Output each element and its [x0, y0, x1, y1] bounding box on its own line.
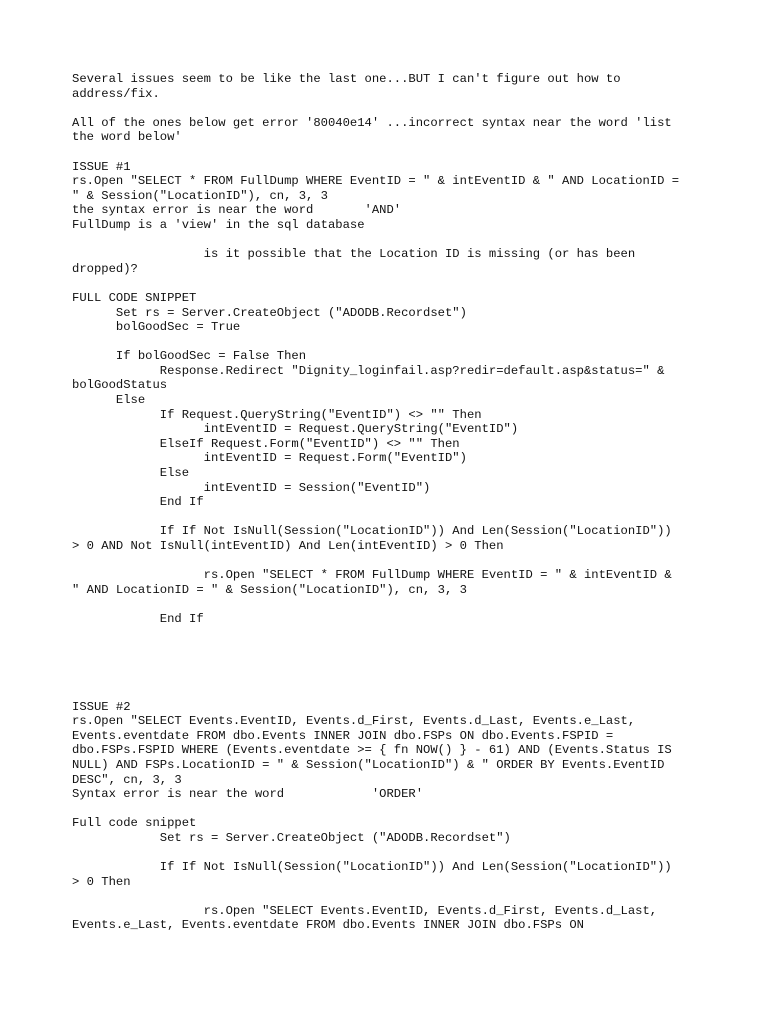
text-line: Syntax error is near the word 'ORDER' — [72, 787, 424, 802]
text-line: " AND LocationID = " & Session("LocationID"), cn, 3, 3 — [72, 582, 467, 597]
text-line: " & Session("LocationID"), cn, 3, 3 — [72, 188, 328, 203]
text-line — [72, 627, 702, 642]
text-line: NULL) AND FSPs.LocationID = " & Session("LocationID") & " ORDER BY Events.EventID — [72, 757, 665, 772]
text-line: the syntax error is near the word 'AND' — [72, 203, 402, 218]
text-line: ISSUE #1 — [72, 159, 131, 174]
text-line: is it possible that the Location ID is missing (or has been — [72, 247, 636, 262]
text-line: dropped)? — [72, 261, 138, 276]
text-line — [72, 685, 702, 700]
text-line: Else — [72, 466, 190, 481]
text-line: End If — [72, 611, 204, 626]
text-line: intEventID = Session("EventID") — [72, 480, 431, 495]
text-line — [72, 597, 702, 612]
text-line: intEventID = Request.Form("EventID") — [72, 451, 467, 466]
text-line — [72, 656, 702, 671]
text-line — [72, 145, 702, 160]
text-line — [72, 101, 702, 116]
text-line: Else — [72, 393, 146, 408]
text-line: the word below' — [72, 130, 182, 145]
text-line — [72, 641, 702, 656]
text-line: bolGoodStatus — [72, 378, 168, 393]
text-line: rs.Open "SELECT * FROM FullDump WHERE EventID = " & intEventID & — [72, 568, 672, 583]
text-line: DESC", cn, 3, 3 — [72, 772, 182, 787]
text-line: End If — [72, 495, 204, 510]
text-line — [72, 233, 702, 248]
text-line: rs.Open "SELECT * FROM FullDump WHERE EventID = " & intEventID & " AND LocationID = — [72, 174, 680, 189]
text-line — [72, 510, 702, 525]
text-line: Set rs = Server.CreateObject ("ADODB.Recordset") — [72, 305, 467, 320]
text-line: Events.e_Last, Events.eventdate FROM dbo.Events INNER JOIN dbo.FSPs ON — [72, 918, 584, 933]
text-line: ISSUE #2 — [72, 699, 131, 714]
text-line: Response.Redirect "Dignity_loginfail.asp?redir=default.asp&status=" & — [72, 363, 665, 378]
text-line: bolGoodSec = True — [72, 320, 241, 335]
text-line — [72, 889, 702, 904]
text-line — [72, 335, 702, 350]
text-line: Full code snippet — [72, 816, 197, 831]
document-body — [72, 72, 702, 933]
text-line: > 0 AND Not IsNull(intEventID) And Len(intEventID) > 0 Then — [72, 539, 504, 553]
text-line: If Request.QueryString("EventID") <> "" Then — [72, 407, 482, 422]
text-line: If If Not IsNull(Session("LocationID")) And Len(Session("LocationID")) — [72, 860, 672, 875]
text-line: If bolGoodSec = False Then — [72, 349, 307, 364]
text-line: Set rs = Server.CreateObject ("ADODB.Recordset") — [72, 830, 511, 845]
text-line: > 0 Then — [72, 874, 131, 889]
text-line: dbo.FSPs.FSPID WHERE (Events.eventdate >= { fn NOW() } - 61) AND (Events.Status IS — [72, 743, 672, 758]
text-line: FullDump is a 'view' in the sql database — [72, 217, 365, 232]
text-line — [72, 554, 702, 569]
text-line: If If Not IsNull(Session("LocationID")) And Len(Session("LocationID")) — [72, 524, 672, 539]
text-line: rs.Open "SELECT Events.EventID, Events.d_First, Events.d_Last, — [72, 903, 658, 918]
text-line: intEventID = Request.QueryString("EventID") — [72, 422, 519, 437]
text-line — [72, 845, 702, 860]
text-line — [72, 802, 702, 817]
text-line — [72, 276, 702, 291]
text-line — [72, 670, 702, 685]
text-line: ElseIf Request.Form("EventID") <> "" Then — [72, 436, 460, 451]
text-line: All of the ones below get error '80040e14' ...incorrect syntax near the word 'list — [72, 115, 672, 130]
text-line: FULL CODE SNIPPET — [72, 290, 197, 305]
text-line: rs.Open "SELECT Events.EventID, Events.d_First, Events.d_Last, Events.e_Last, — [72, 714, 636, 729]
text-line: Events.eventdate FROM dbo.Events INNER JOIN dbo.FSPs ON dbo.Events.FSPID = — [72, 728, 614, 743]
text-line: address/fix. — [72, 86, 160, 101]
text-line: Several issues seem to be like the last one...BUT I can't figure out how to — [72, 72, 621, 86]
